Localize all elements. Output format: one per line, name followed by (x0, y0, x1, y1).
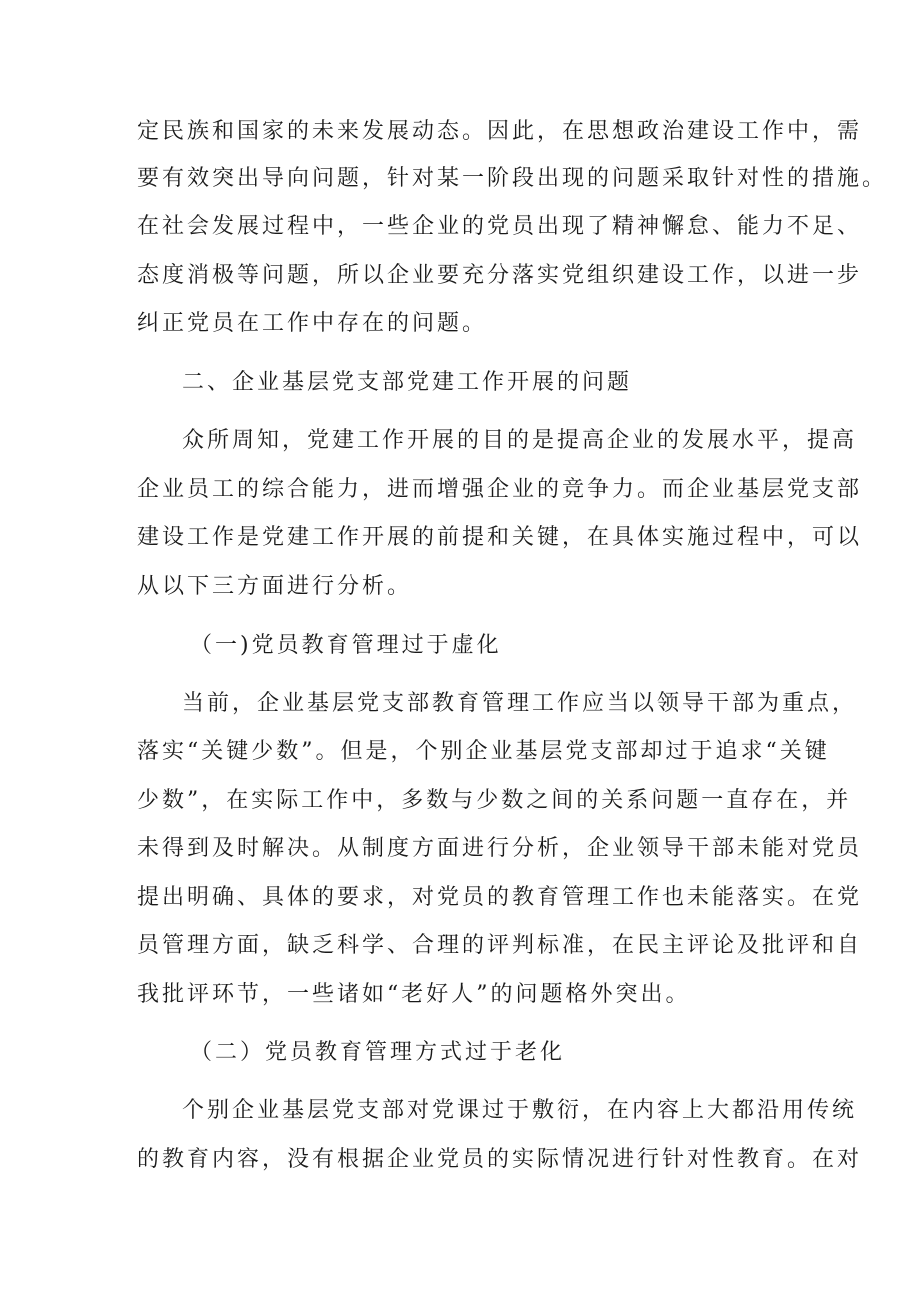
paragraph-line: 个别企业基层党支部对党课过于敷衍，在内容上大都沿用传统 (182, 1098, 858, 1123)
section-heading: 二、企业基层党支部党建工作开展的问题 (182, 370, 633, 395)
paragraph-line: 定民族和国家的未来发展动态。因此，在思想政治建设工作中，需 (137, 119, 863, 144)
paragraph-line: 在社会发展过程中，一些企业的党员出现了精神懈怠、能力不足、 (137, 214, 863, 239)
paragraph-line: 从以下三方面进行分析。 (137, 574, 413, 599)
paragraph-line: 落实“关键少数”。但是，个别企业基层党支部却过于追求“关键 (137, 739, 830, 764)
paragraph-line: 企业员工的综合能力，进而增强企业的竞争力。而企业基层党支部 (137, 477, 863, 502)
paragraph-line: 纠正党员在工作中存在的问题。 (137, 311, 488, 336)
subheading: （一)党员教育管理过于虚化 (190, 633, 502, 658)
paragraph-line: 员管理方面，缺乏科学、合理的评判标准，在民主评论及批评和自 (137, 933, 863, 958)
paragraph-line: 少数”，在实际工作中，多数与少数之间的关系问题一直存在，并 (137, 788, 852, 813)
paragraph-line: 众所周知，党建工作开展的目的是提高企业的发展水平，提高 (182, 428, 858, 453)
paragraph-line: 要有效突出导向问题，针对某一阶段出现的问题采取针对性的措施。 (137, 166, 888, 191)
paragraph-line: 建设工作是党建工作开展的前提和关键，在具体实施过程中，可以 (137, 525, 863, 550)
subheading: （二）党员教育管理方式过于老化 (190, 1040, 566, 1065)
paragraph-line: 当前，企业基层党支部教育管理工作应当以领导干部为重点， (182, 691, 858, 716)
paragraph-line: 的教育内容，没有根据企业党员的实际情况进行针对性教育。在对 (137, 1147, 863, 1172)
paragraph-line: 态度消极等问题，所以企业要充分落实党组织建设工作，以进一步 (137, 263, 863, 288)
paragraph-line: 未得到及时解决。从制度方面进行分析，企业领导干部未能对党员 (137, 836, 863, 861)
paragraph-line: 我批评环节，一些诸如“老好人”的问题格外突出。 (137, 982, 691, 1007)
paragraph-line: 提出明确、具体的要求，对党员的教育管理工作也未能落实。在党 (137, 885, 863, 910)
